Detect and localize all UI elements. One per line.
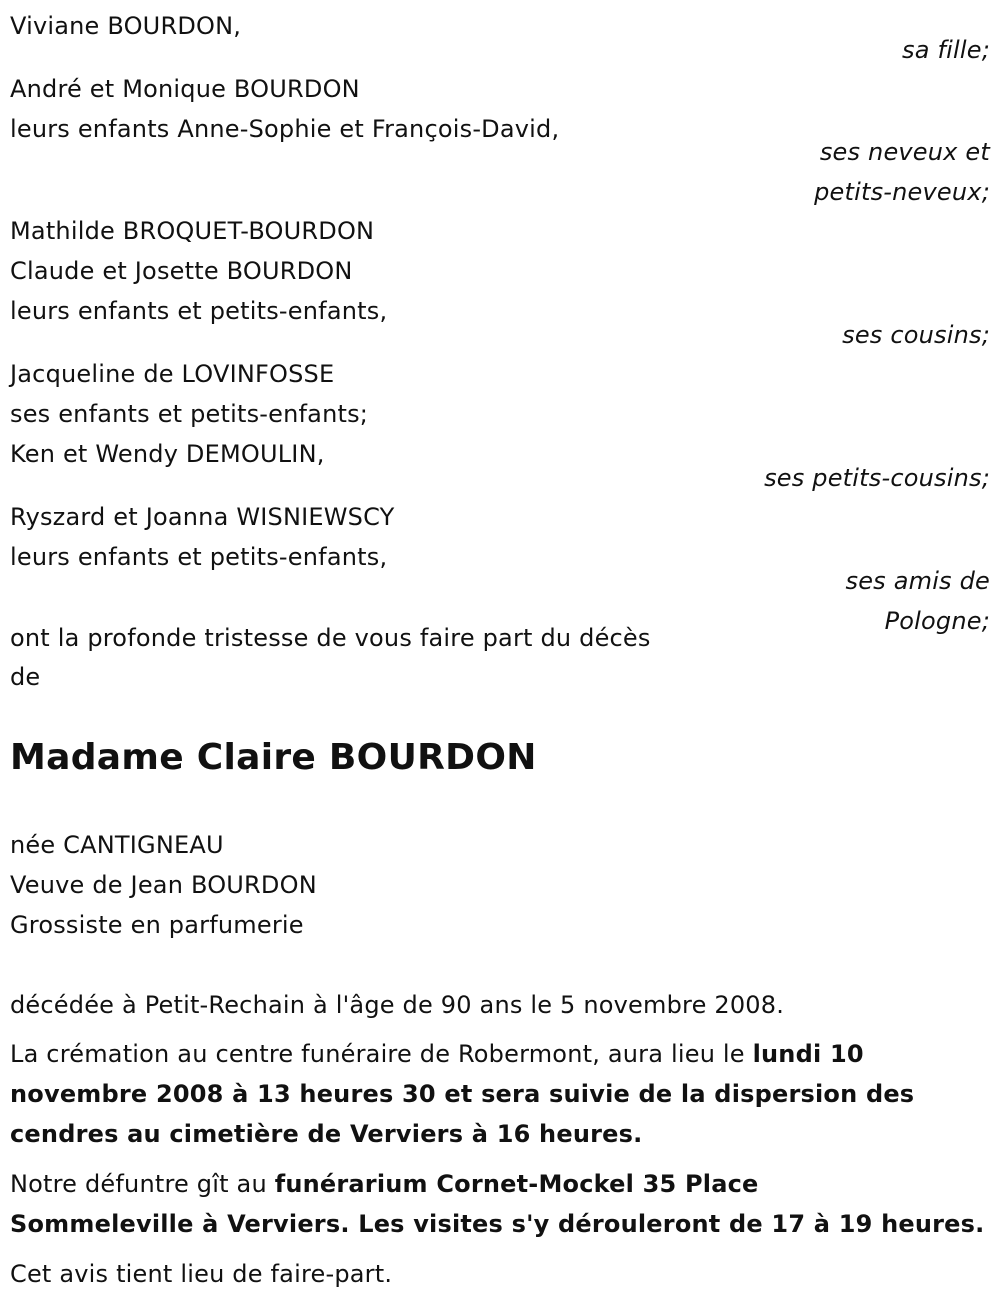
family-line: Ken et Wendy DEMOULIN,	[10, 440, 325, 468]
cremation-date: novembre 2008 à 13 heures 30 et sera suivie de la dispersion des	[10, 1080, 915, 1108]
funeral-home-address: Sommeleville à Verviers. Les visites s'y dérouleront de 17 à 19 heures.	[10, 1210, 985, 1238]
family-line: André et Monique BOURDON	[10, 75, 360, 103]
family-line: Jacqueline de LOVINFOSSE	[10, 360, 335, 388]
cremation-text: La crémation au centre funéraire de Robermont, aura lieu le	[10, 1040, 753, 1068]
cremation-date: cendres au cimetière de Verviers à 16 heures.	[10, 1120, 643, 1148]
detail-line: Grossiste en parfumerie	[10, 911, 304, 939]
relation-label: Pologne;	[884, 607, 990, 635]
death-date-line: décédée à Petit-Rechain à l'âge de 90 ans le 5 novembre 2008.	[10, 991, 785, 1019]
relation-label: ses neveux et	[819, 138, 990, 166]
family-line: Mathilde BROQUET-BOURDON	[10, 217, 375, 245]
family-line: ses enfants et petits-enfants;	[10, 400, 369, 428]
closing-line: Cet avis tient lieu de faire-part.	[10, 1260, 393, 1288]
cremation-date: lundi 10	[752, 1040, 864, 1068]
funeral-home-line	[10, 1204, 984, 1244]
family-line: Ryszard et Joanna WISNIEWSCY	[10, 503, 395, 531]
relation-label: sa fille;	[902, 36, 990, 64]
announcement-line: de	[10, 663, 41, 691]
funeral-home-text: Notre défuntre gît au	[10, 1170, 275, 1198]
cremation-line	[10, 1034, 864, 1074]
funeral-home-address: funérarium Cornet-Mockel 35 Place	[274, 1170, 759, 1198]
relation-label: petits-neveux;	[814, 178, 990, 206]
relation-label: ses cousins;	[842, 321, 990, 349]
announcement-line: ont la profonde tristesse de vous faire part du décès	[10, 624, 651, 652]
relation-label: ses petits-cousins;	[764, 464, 990, 492]
family-line: leurs enfants et petits-enfants,	[10, 543, 388, 571]
family-line: leurs enfants et petits-enfants,	[10, 297, 388, 325]
deceased-name: Madame Claire BOURDON	[10, 737, 537, 778]
relation-label: ses amis de	[845, 567, 990, 595]
family-line: Viviane BOURDON,	[10, 12, 242, 40]
detail-line: née CANTIGNEAU	[10, 831, 224, 859]
detail-line: Veuve de Jean BOURDON	[10, 871, 317, 899]
cremation-line	[10, 1074, 914, 1114]
family-line: leurs enfants Anne-Sophie et François-David,	[10, 115, 560, 143]
cremation-line	[10, 1114, 642, 1154]
family-line: Claude et Josette BOURDON	[10, 257, 353, 285]
funeral-home-line	[10, 1164, 759, 1204]
